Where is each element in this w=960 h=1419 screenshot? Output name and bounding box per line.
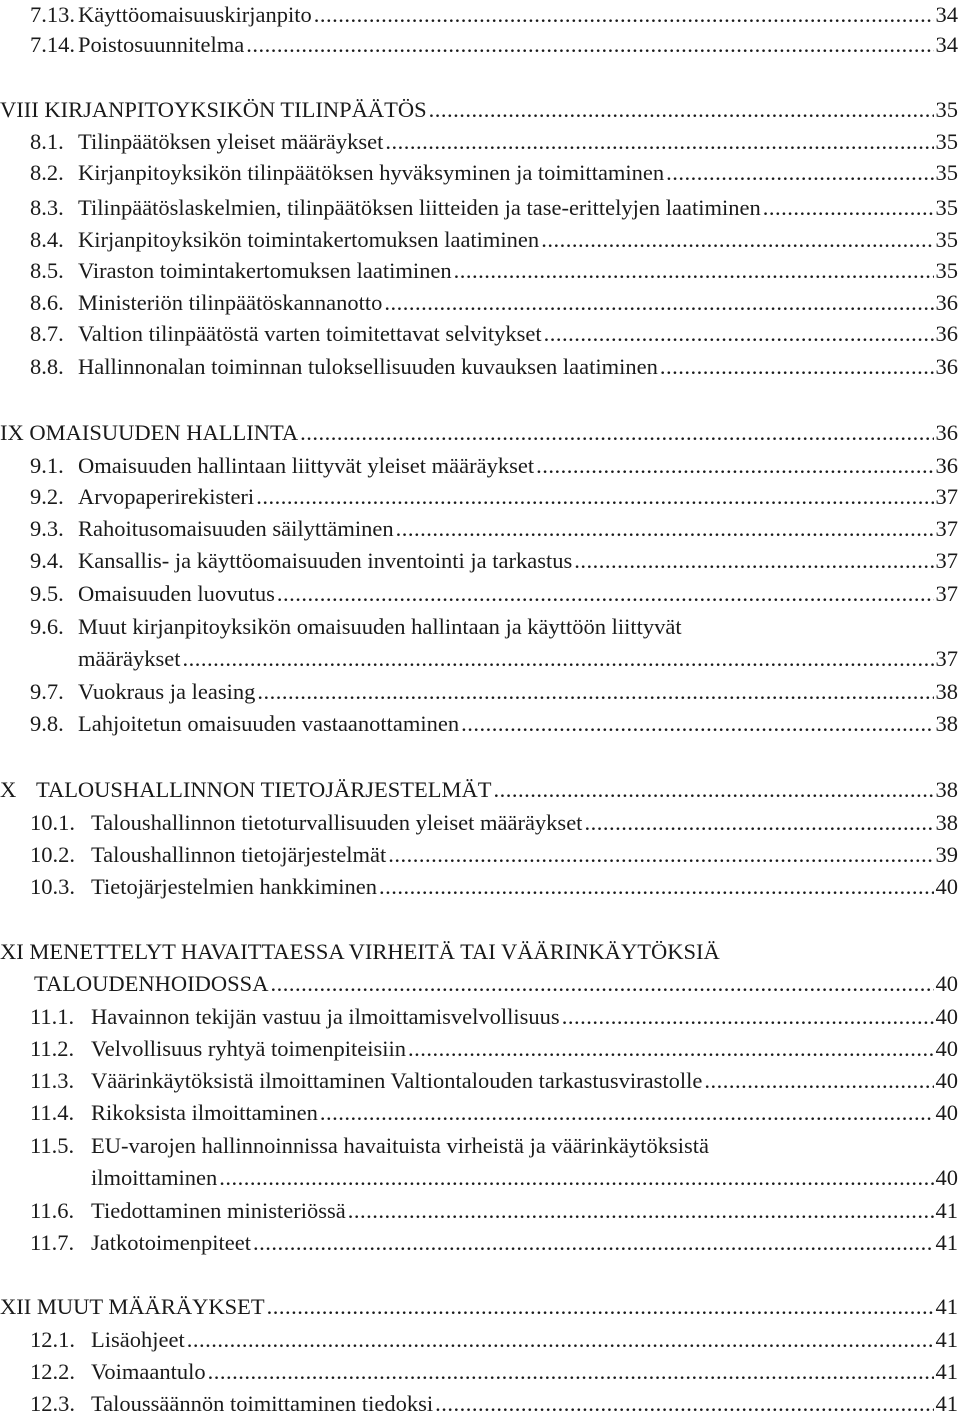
toc-entry[interactable] — [0, 288, 958, 318]
toc-entry[interactable] — [0, 451, 958, 481]
toc-leader-dots — [182, 644, 933, 674]
toc-entry-number: 9.3. — [30, 516, 64, 541]
toc-page-number: 34 — [935, 2, 958, 27]
toc-page-number: 37 — [935, 581, 958, 606]
toc-entry[interactable] — [0, 352, 958, 382]
toc-leader-dots — [219, 1163, 933, 1193]
toc-entry-number: 9.4. — [30, 548, 64, 573]
toc-entry-title: Tilinpäätöksen yleiset määräykset — [78, 129, 384, 154]
toc-entry[interactable] — [0, 1325, 958, 1355]
toc-entry-title: Viraston toimintakertomuksen laatiminen — [78, 258, 452, 283]
toc-entry-title: Jatkotoimenpiteet — [91, 1230, 251, 1255]
toc-leader-dots — [666, 158, 933, 188]
toc-entry-title: Hallinnonalan toiminnan tuloksellisuuden kuvauksen laatiminen — [78, 354, 658, 379]
toc-page-number: 38 — [935, 711, 958, 736]
toc-entry[interactable] — [0, 808, 958, 838]
toc-entry-title: Omaisuuden hallintaan liittyvät yleiset määräykset — [78, 453, 535, 478]
toc-entry-number: 8.2. — [30, 160, 64, 185]
toc-entry-title: Kirjanpitoyksikön toimintakertomuksen laatiminen — [78, 227, 540, 252]
toc-page-number: 41 — [935, 1359, 958, 1384]
toc-entry-title: XI MENETTELYT HAVAITTAESSA VIRHEITÄ TAI VÄÄRINKÄYTÖKSIÄ — [0, 939, 720, 964]
toc-page-number: 34 — [935, 32, 958, 57]
toc-entry-title: ilmoittaminen — [91, 1165, 218, 1190]
toc-leader-dots — [257, 677, 933, 707]
toc-entry[interactable] — [0, 709, 958, 739]
toc-page-number: 40 — [935, 1036, 958, 1061]
toc-leader-dots — [704, 1066, 933, 1096]
toc-leader-dots — [408, 1034, 934, 1064]
toc-page-number: 36 — [935, 420, 958, 445]
toc-entry-number: 8.1. — [30, 129, 64, 154]
toc-entry[interactable] — [0, 969, 958, 999]
toc-page-number: 36 — [935, 354, 958, 379]
toc-entry[interactable] — [0, 482, 958, 512]
toc-entry-number: 9.6. — [30, 614, 64, 639]
toc-leader-dots — [253, 1228, 934, 1258]
toc-entry-title: XII MUUT MÄÄRÄYKSET — [0, 1294, 265, 1319]
toc-entry[interactable] — [0, 1389, 958, 1419]
toc-entry-title: IX OMAISUUDEN HALLINTA — [0, 420, 299, 445]
toc-entry-number: 8.7. — [30, 321, 64, 346]
toc-page-number: 41 — [935, 1327, 958, 1352]
toc-entry[interactable] — [0, 193, 958, 223]
toc-entry[interactable] — [0, 30, 958, 60]
toc-entry-title: Rahoitusomaisuuden säilyttäminen — [78, 516, 394, 541]
toc-leader-dots — [429, 95, 934, 125]
toc-leader-dots — [536, 451, 933, 481]
toc-entry-number: 9.8. — [30, 711, 64, 736]
toc-page-number: 36 — [935, 453, 958, 478]
toc-entry-title: Tietojärjestelmien hankkiminen — [91, 874, 377, 899]
toc-entry-title: Havainnon tekijän vastuu ja ilmoittamisvelvollisuus — [91, 1004, 560, 1029]
toc-entry[interactable] — [0, 1131, 958, 1161]
toc-entry[interactable] — [0, 1196, 958, 1226]
toc-leader-dots — [660, 352, 934, 382]
toc-entry-title: Valtion tilinpäätöstä varten toimitettavat selvitykset — [78, 321, 542, 346]
toc-entry-number: 8.3. — [30, 195, 64, 220]
toc-leader-dots — [256, 482, 933, 512]
toc-page-number: 38 — [935, 810, 958, 835]
toc-page-number: 35 — [935, 195, 958, 220]
toc-page-number: 35 — [935, 97, 958, 122]
toc-page-number: 41 — [935, 1294, 958, 1319]
toc-entry-title: EU-varojen hallinnoinnissa havaituista virheistä ja väärinkäytöksistä — [91, 1133, 709, 1158]
toc-entry-number: 8.6. — [30, 290, 64, 315]
toc-entry[interactable] — [0, 0, 958, 30]
toc-entry[interactable] — [0, 677, 958, 707]
toc-entry-title: Rikoksista ilmoittaminen — [91, 1100, 318, 1125]
toc-leader-dots — [267, 1292, 934, 1322]
toc-entry-number: 9.1. — [30, 453, 64, 478]
toc-entry[interactable] — [0, 514, 958, 544]
toc-chapter-entry[interactable] — [0, 775, 958, 805]
toc-leader-dots — [562, 1002, 934, 1032]
toc-entry-number: 11.7. — [30, 1230, 75, 1255]
toc-entry[interactable] — [0, 1228, 958, 1258]
toc-entry[interactable] — [0, 127, 958, 157]
toc-leader-dots — [277, 579, 934, 609]
toc-entry-number: 8.8. — [30, 354, 64, 379]
toc-entry-number: 7.14. — [30, 32, 75, 57]
toc-page-number: 41 — [935, 1230, 958, 1255]
toc-entry-title: TALOUDENHOIDOSSA — [34, 971, 269, 996]
toc-entry-title: Lahjoitetun omaisuuden vastaanottaminen — [78, 711, 460, 736]
toc-entry-title: Väärinkäytöksistä ilmoittaminen Valtiontalouden tarkastusvirastolle — [91, 1068, 703, 1093]
toc-page-number: 40 — [935, 1100, 958, 1125]
toc-entry[interactable] — [0, 644, 958, 674]
toc-chapter-entry[interactable] — [0, 95, 958, 125]
toc-entry-title: Kirjanpitoyksikön tilinpäätöksen hyväksyminen ja toimittaminen — [78, 160, 665, 185]
toc-entry-number: 8.4. — [30, 227, 64, 252]
toc-entry-number: 11.1. — [30, 1004, 75, 1029]
toc-leader-dots — [493, 775, 933, 805]
toc-entry-title: Ministeriön tilinpäätöskannanotto — [78, 290, 383, 315]
toc-entry-title: Kansallis- ja käyttöomaisuuden inventointi ja tarkastus — [78, 548, 573, 573]
toc-entry-title: Taloussäännön toimittaminen tiedoksi — [91, 1391, 434, 1416]
toc-entry-number: 10.1. — [30, 810, 75, 835]
toc-entry-number: 11.5. — [30, 1133, 75, 1158]
toc-page-number: 35 — [935, 129, 958, 154]
toc-entry-number: 11.3. — [30, 1068, 75, 1093]
toc-entry-title: Omaisuuden luovutus — [78, 581, 275, 606]
toc-entry[interactable] — [0, 872, 958, 902]
toc-page-number: 36 — [935, 321, 958, 346]
toc-leader-dots — [541, 225, 933, 255]
toc-entry-title: Taloushallinnon tietojärjestelmät — [91, 842, 387, 867]
toc-leader-dots — [208, 1357, 934, 1387]
toc-page-number: 37 — [935, 484, 958, 509]
toc-page-number: 37 — [935, 516, 958, 541]
toc-leader-dots — [454, 256, 934, 286]
toc-entry-number: 8.5. — [30, 258, 64, 283]
toc-entry[interactable] — [0, 612, 958, 642]
toc-leader-dots — [763, 193, 934, 223]
toc-entry-number: 12.1. — [30, 1327, 75, 1352]
toc-entry-number: X — [0, 777, 17, 802]
toc-leader-dots — [270, 969, 933, 999]
toc-page-number: 39 — [935, 842, 958, 867]
toc-entry-title: Käyttöomaisuuskirjanpito — [78, 2, 312, 27]
toc-entry[interactable] — [0, 1002, 958, 1032]
toc-entry[interactable] — [0, 1163, 958, 1193]
toc-entry[interactable] — [0, 1066, 958, 1096]
toc-chapter-entry[interactable] — [0, 418, 958, 448]
toc-entry-number: 11.6. — [30, 1198, 75, 1223]
toc-entry-title: Voimaantulo — [91, 1359, 206, 1384]
toc-chapter-entry[interactable] — [0, 937, 958, 967]
toc-leader-dots — [574, 546, 933, 576]
toc-leader-dots — [544, 319, 934, 349]
toc-entry-title: Arvopaperirekisteri — [78, 484, 255, 509]
toc-entry-number: 9.2. — [30, 484, 64, 509]
toc-entry[interactable] — [0, 840, 958, 870]
toc-page-number: 36 — [935, 290, 958, 315]
toc-entry-number: 10.3. — [30, 874, 75, 899]
toc-entry-number: 7.13. — [30, 2, 75, 27]
toc-page-number: 37 — [935, 548, 958, 573]
toc-page-number: 40 — [935, 971, 958, 996]
toc-leader-dots — [435, 1389, 933, 1419]
toc-leader-dots — [388, 840, 933, 870]
toc-page-number: 40 — [935, 1165, 958, 1190]
toc-entry-title: Velvollisuus ryhtyä toimenpiteisiin — [91, 1036, 406, 1061]
toc-entry-number: 10.2. — [30, 842, 75, 867]
toc-entry-title: Poistosuunnitelma — [78, 32, 245, 57]
toc-entry[interactable] — [0, 1357, 958, 1387]
toc-leader-dots — [461, 709, 933, 739]
toc-leader-dots — [187, 1325, 934, 1355]
toc-entry-title: Vuokraus ja leasing — [78, 679, 256, 704]
toc-entry-title: Taloushallinnon tietoturvallisuuden yleiset määräykset — [91, 810, 583, 835]
toc-chapter-entry[interactable] — [0, 1292, 958, 1322]
toc-entry[interactable] — [0, 1034, 958, 1064]
toc-entry-title: määräykset — [78, 646, 181, 671]
toc-leader-dots — [246, 30, 933, 60]
toc-page-number: 40 — [935, 874, 958, 899]
toc-leader-dots — [314, 0, 934, 30]
toc-entry[interactable] — [0, 256, 958, 286]
toc-entry-title: TALOUSHALLINNON TIETOJÄRJESTELMÄT — [36, 777, 492, 802]
toc-entry[interactable] — [0, 319, 958, 349]
toc-entry-number: 12.3. — [30, 1391, 75, 1416]
toc-page-number: 40 — [935, 1004, 958, 1029]
toc-entry[interactable] — [0, 158, 958, 188]
toc-leader-dots — [320, 1098, 934, 1128]
toc-entry-number: 12.2. — [30, 1359, 75, 1384]
toc-entry-number: 11.2. — [30, 1036, 75, 1061]
toc-page-number: 37 — [935, 646, 958, 671]
toc-leader-dots — [348, 1196, 934, 1226]
toc-entry-title: VIII KIRJANPITOYKSIKÖN TILINPÄÄTÖS — [0, 97, 427, 122]
toc-page-number: 41 — [935, 1391, 958, 1416]
toc-leader-dots — [300, 418, 933, 448]
toc-leader-dots — [396, 514, 934, 544]
toc-entry[interactable] — [0, 579, 958, 609]
toc-page-number: 40 — [935, 1068, 958, 1093]
toc-entry-title: Muut kirjanpitoyksikön omaisuuden hallintaan ja käyttöön liittyvät — [78, 614, 682, 639]
toc-page-number: 35 — [935, 258, 958, 283]
toc-entry-number: 9.7. — [30, 679, 64, 704]
toc-entry-number: 9.5. — [30, 581, 64, 606]
toc-entry-title: Tiedottaminen ministeriössä — [91, 1198, 346, 1223]
toc-page-number: 35 — [935, 227, 958, 252]
toc-leader-dots — [379, 872, 934, 902]
toc-leader-dots — [385, 127, 933, 157]
toc-page-number: 38 — [935, 777, 958, 802]
toc-entry-number: 11.4. — [30, 1100, 75, 1125]
toc-entry[interactable] — [0, 1098, 958, 1128]
toc-leader-dots — [384, 288, 933, 318]
toc-page-number: 41 — [935, 1198, 958, 1223]
toc-page-number: 38 — [935, 679, 958, 704]
toc-entry-title: Lisäohjeet — [91, 1327, 185, 1352]
toc-page-number: 35 — [935, 160, 958, 185]
toc-entry-title: Tilinpäätöslaskelmien, tilinpäätöksen liitteiden ja tase-erittelyjen laatiminen — [78, 195, 761, 220]
toc-leader-dots — [584, 808, 933, 838]
toc-entry[interactable] — [0, 546, 958, 576]
toc-entry[interactable] — [0, 225, 958, 255]
